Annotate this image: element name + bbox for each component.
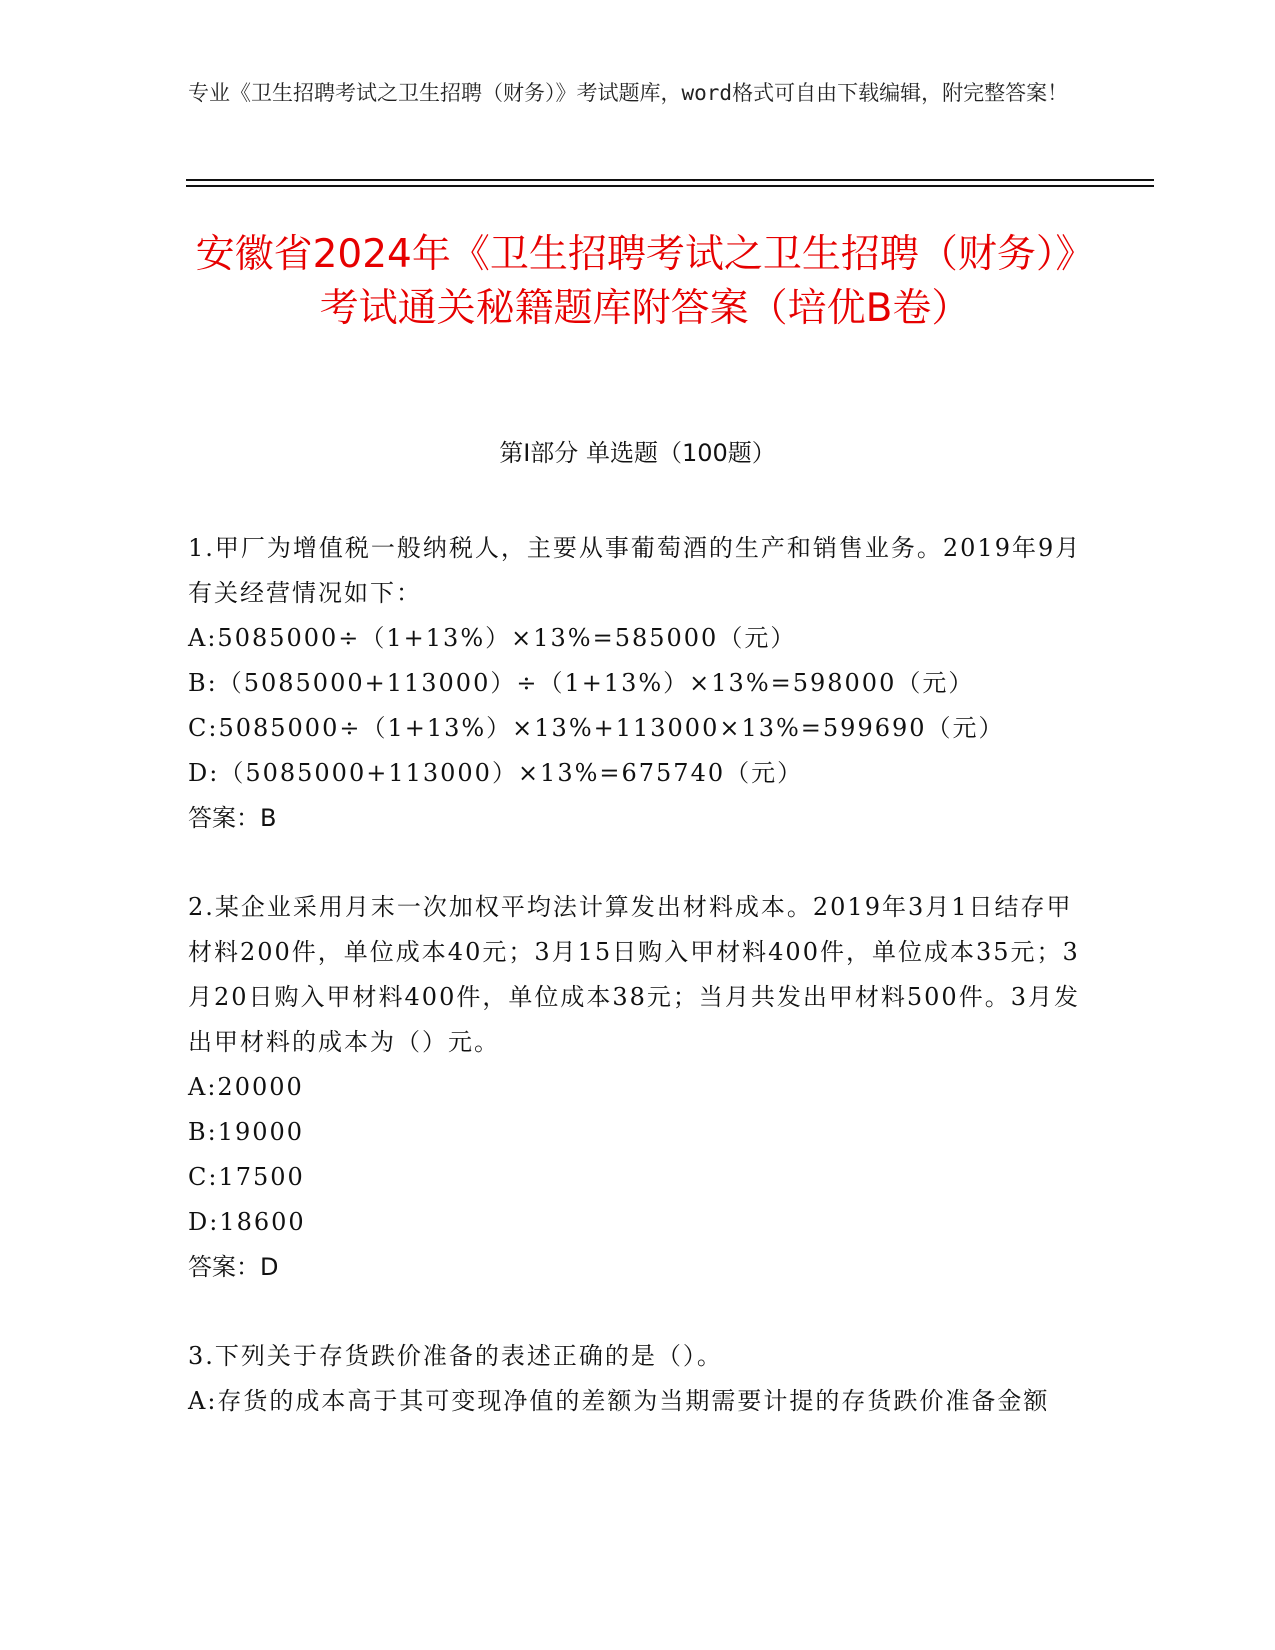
option-b: B:19000: [188, 1118, 305, 1146]
option-a: A:存货的成本高于其可变现净值的差额为当期需要计提的存货跌价准备金额: [188, 1387, 1050, 1415]
question-stem: 3.下列关于存货跌价准备的表述正确的是（）。: [188, 1342, 723, 1370]
option-d: D:（5085000+113000）×13%=675740（元）: [188, 759, 804, 787]
header-note: 专业《卫生招聘考试之卫生招聘（财务）》考试题库，word格式可自由下载编辑，附完整答案！: [188, 81, 1069, 105]
document-title: 安徽省2024年《卫生招聘考试之卫生招聘（财务）》考试通关秘籍题库附答案（培优B卷）: [195, 232, 1095, 331]
answer: 答案：D: [188, 1253, 279, 1281]
option-a: A:20000: [188, 1073, 304, 1101]
option-d: D:18600: [188, 1208, 306, 1236]
question-3: [188, 1334, 1088, 1424]
header-divider-top: [186, 179, 1154, 181]
option-c: C:17500: [188, 1163, 305, 1191]
question-list: [188, 526, 1088, 1468]
option-b: B:（5085000+113000）÷（1+13%）×13%=598000（元）: [188, 669, 975, 697]
option-c: C:5085000÷（1+13%）×13%+113000×13%=599690（元）: [188, 714, 1005, 742]
section-heading: 第I部分 单选题（100题）: [499, 439, 776, 467]
header-divider-bottom: [186, 185, 1154, 187]
question-1: [188, 526, 1088, 841]
option-a: A:5085000÷（1+13%）×13%=585000（元）: [188, 624, 797, 652]
question-2: [188, 885, 1088, 1290]
question-stem: 1.甲厂为增值税一般纳税人，主要从事葡萄酒的生产和销售业务。2019年9月有关经营情况如下：: [188, 534, 1082, 607]
question-stem: 2.某企业采用月末一次加权平均法计算发出材料成本。2019年3月1日结存甲材料200件，单位成本40元；3月15日购入甲材料400件，单位成本35元；3月20日购入甲材料400件，单位成本38元；当月共发出甲材料500件。3月发出甲材料的成本为（）元。: [188, 893, 1080, 1056]
answer: 答案：B: [188, 804, 277, 832]
